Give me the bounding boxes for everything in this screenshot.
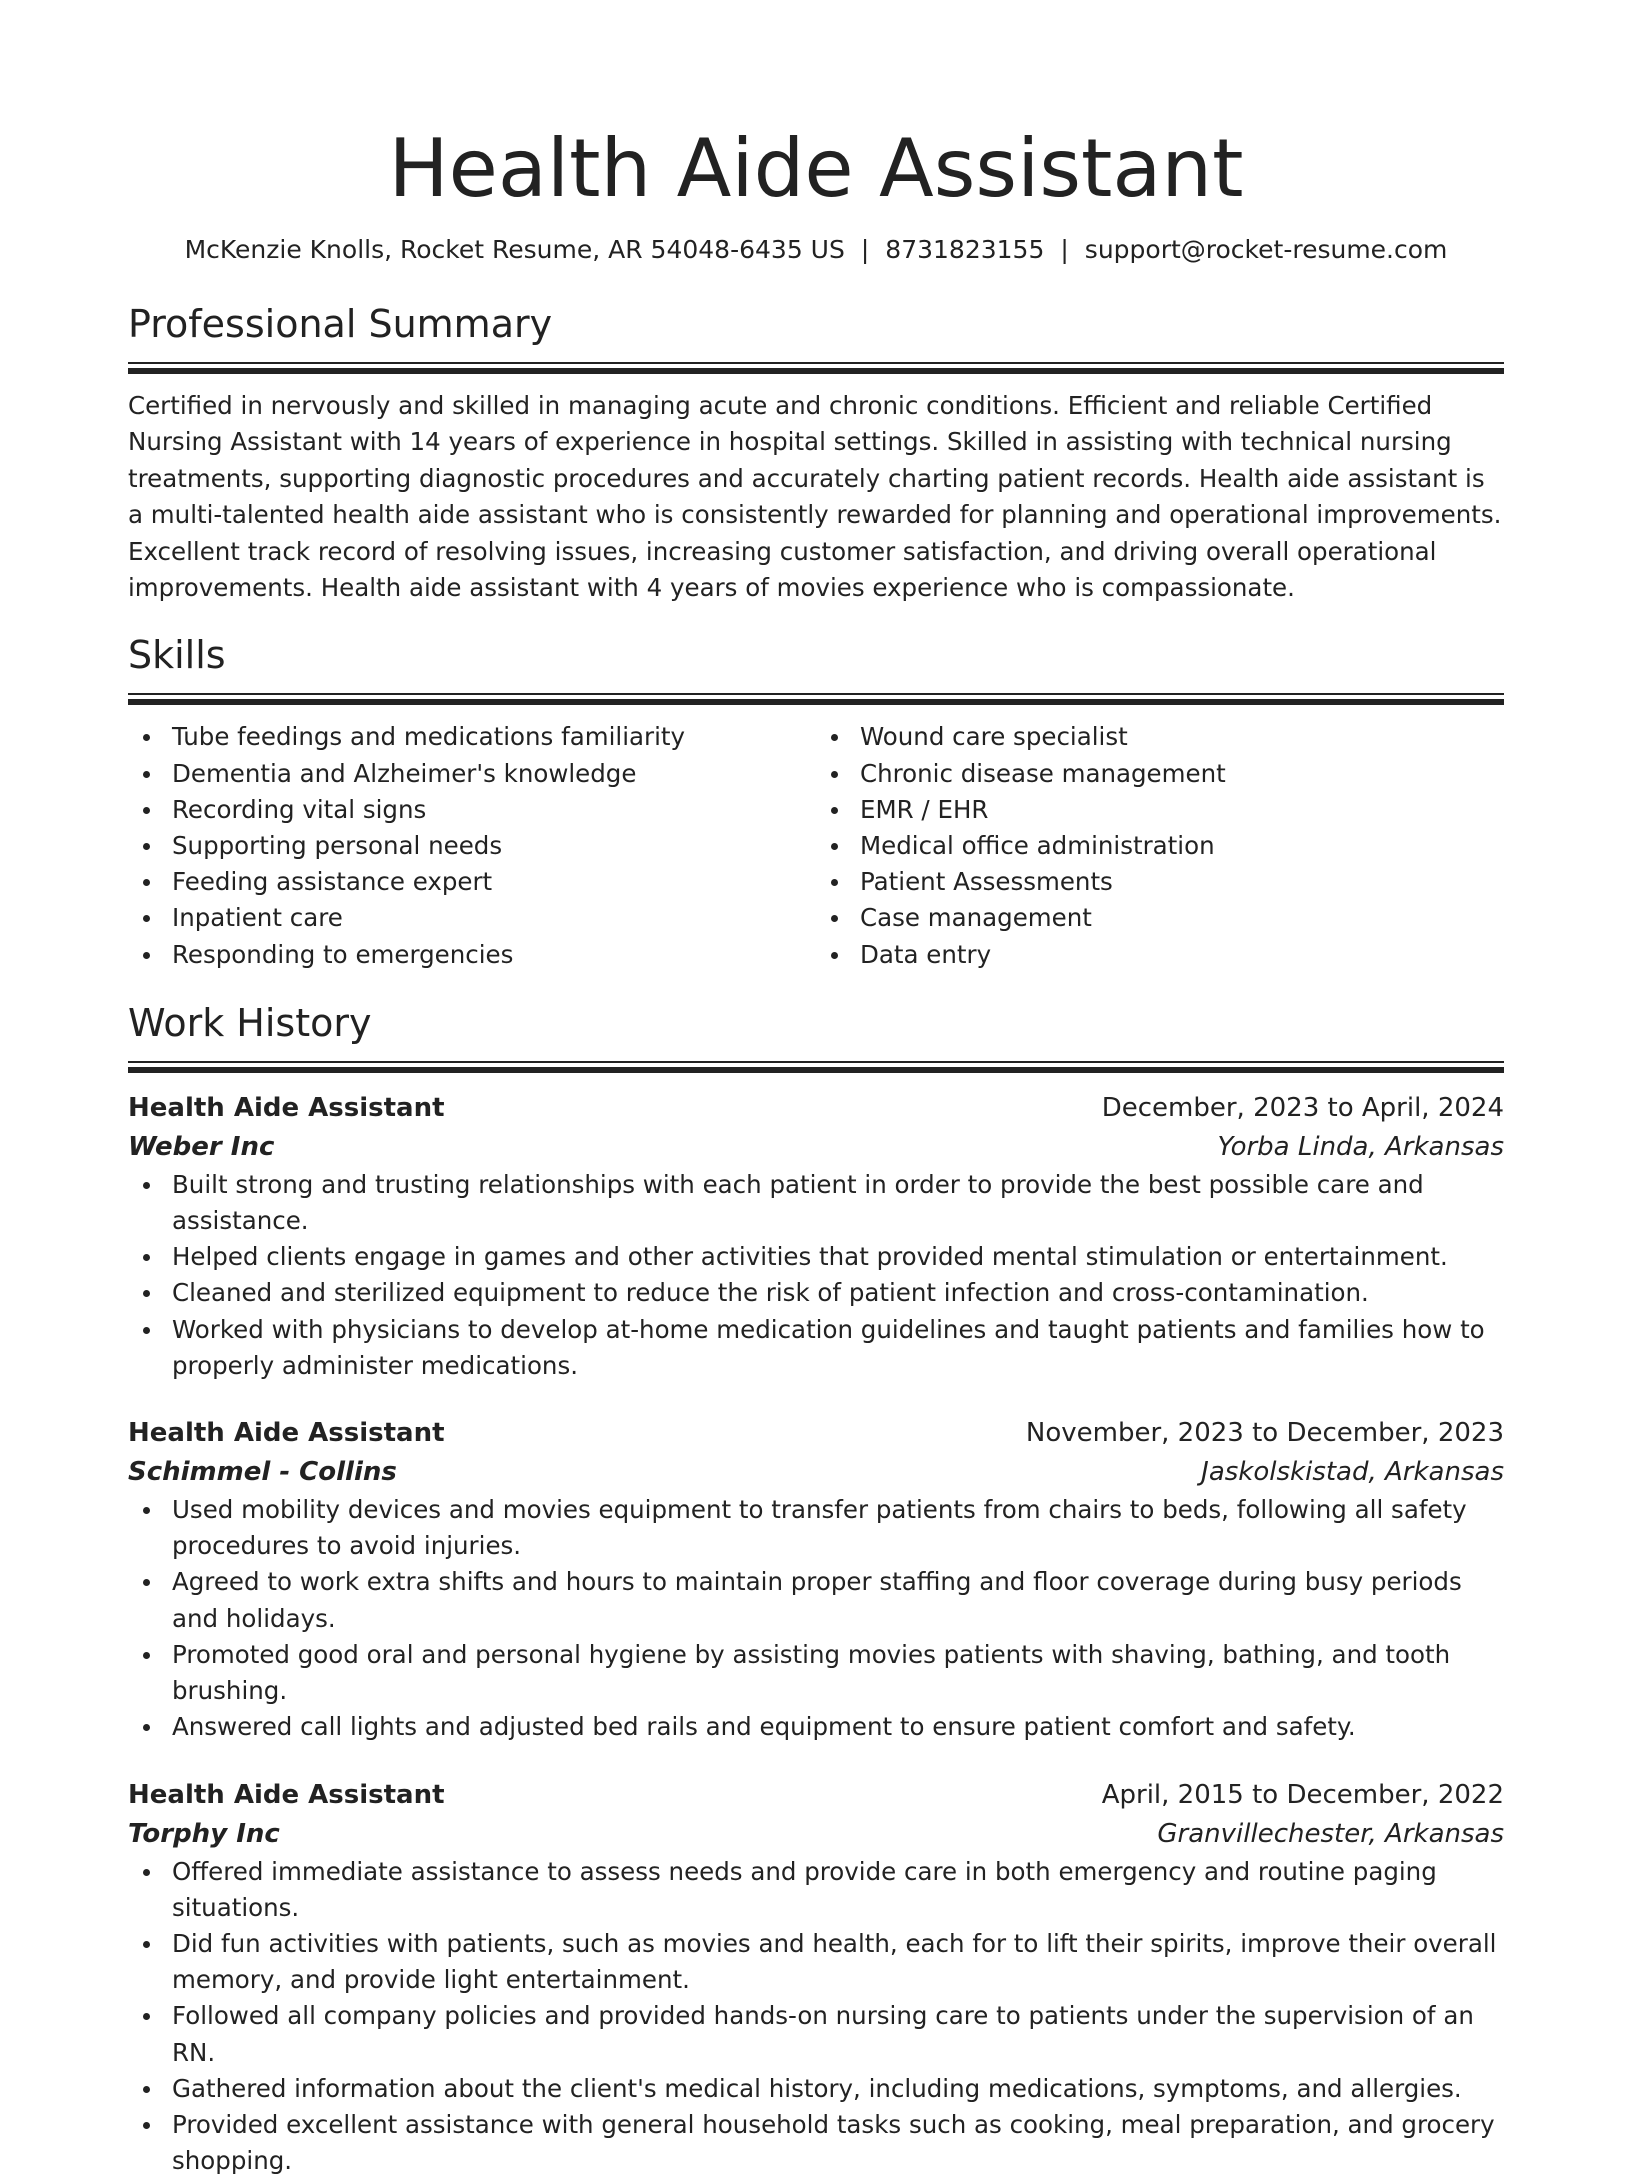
job-location: Yorba Linda, Arkansas: [1218, 1127, 1504, 1167]
job-entry: [128, 1776, 1504, 2179]
skills-heading: Skills: [128, 629, 1504, 681]
skill-item: EMR / EHR: [816, 792, 1504, 828]
job-bullet: Agreed to work extra shifts and hours to maintain proper staffing and floor coverage during busy periods and holidays.: [128, 1564, 1504, 1636]
skill-item: Data entry: [816, 937, 1504, 973]
job-location: Granvillechester, Arkansas: [1157, 1814, 1504, 1854]
skills-column-right: [816, 719, 1504, 972]
job-bullet: Offered immediate assistance to assess needs and provide care in both emergency and routine paging situations.: [128, 1854, 1504, 1926]
skills-column-left: [128, 719, 816, 972]
job-bullets: [128, 1492, 1504, 1745]
skills-section: [128, 629, 1504, 972]
job-entry: [128, 1089, 1504, 1384]
section-divider: [128, 693, 1504, 705]
skill-item: Dementia and Alzheimer's knowledge: [128, 756, 816, 792]
job-subheader: [128, 1814, 1504, 1854]
skill-item: Wound care specialist: [816, 719, 1504, 755]
section-divider: [128, 362, 1504, 374]
job-header: [128, 1414, 1504, 1452]
section-divider: [128, 1061, 1504, 1073]
contact-address: McKenzie Knolls, Rocket Resume, AR 54048-6435 US: [185, 235, 845, 264]
summary-section: [128, 298, 1504, 606]
job-subheader: [128, 1452, 1504, 1492]
skill-item: Supporting personal needs: [128, 828, 816, 864]
work-heading: Work History: [128, 997, 1504, 1049]
skill-item: Case management: [816, 900, 1504, 936]
skills-columns: [128, 719, 1504, 972]
resume-title: Health Aide Assistant: [128, 0, 1504, 220]
job-bullet: Helped clients engage in games and other activities that provided mental stimulation or entertainment.: [128, 1239, 1504, 1275]
summary-heading: Professional Summary: [128, 298, 1504, 350]
job-bullet: Promoted good oral and personal hygiene by assisting movies patients with shaving, bathing, and tooth brushing.: [128, 1637, 1504, 1709]
job-bullet: Gathered information about the client's medical history, including medications, symptoms, and allergies.: [128, 2071, 1504, 2107]
skill-item: Feeding assistance expert: [128, 864, 816, 900]
job-title: Health Aide Assistant: [128, 1414, 445, 1452]
skill-item: Patient Assessments: [816, 864, 1504, 900]
job-company: Torphy Inc: [128, 1814, 280, 1854]
contact-separator: |: [1060, 232, 1068, 268]
job-bullet: Used mobility devices and movies equipment to transfer patients from chairs to beds, following all safety procedures to avoid injuries.: [128, 1492, 1504, 1564]
contact-email: support@rocket-resume.com: [1085, 235, 1448, 264]
job-bullet: Worked with physicians to develop at-home medication guidelines and taught patients and families how to properly administer medications.: [128, 1312, 1504, 1384]
skill-item: Medical office administration: [816, 828, 1504, 864]
job-entry: [128, 1414, 1504, 1745]
job-bullets: [128, 1854, 1504, 2179]
job-bullet: Did fun activities with patients, such as movies and health, each for to lift their spirits, improve their overall memory, and provide light entertainment.: [128, 1926, 1504, 1998]
job-dates: November, 2023 to December, 2023: [1026, 1414, 1504, 1452]
skill-item: Responding to emergencies: [128, 937, 816, 973]
resume-page: [128, 0, 1504, 2179]
job-bullet: Built strong and trusting relationships with each patient in order to provide the best possible care and assistance.: [128, 1167, 1504, 1239]
job-bullet: Provided excellent assistance with general household tasks such as cooking, meal preparation, and grocery shopping.: [128, 2107, 1504, 2179]
job-company: Weber Inc: [128, 1127, 274, 1167]
skill-item: Chronic disease management: [816, 756, 1504, 792]
skill-item: Tube feedings and medications familiarity: [128, 719, 816, 755]
job-header: [128, 1089, 1504, 1127]
job-company: Schimmel - Collins: [128, 1452, 397, 1492]
contact-line: [128, 232, 1504, 268]
job-title: Health Aide Assistant: [128, 1776, 445, 1814]
job-header: [128, 1776, 1504, 1814]
job-title: Health Aide Assistant: [128, 1089, 445, 1127]
summary-text: Certified in nervously and skilled in managing acute and chronic conditions. Efficient and reliable Certified Nursing Assistant with 14 years of experience in hospital settings. Skilled in assisting with technical nursing treatments, supporting diagnostic procedures and accurately charting patient records. Health aide assistant is a multi-talented health aide assistant who is consistently rewarded for planning and operational improvements. Excellent track record of resolving issues, increasing customer satisfaction, and driving overall operational improvements. Health aide assistant with 4 years of movies experience who is compassionate.: [128, 388, 1504, 606]
job-bullet: Answered call lights and adjusted bed rails and equipment to ensure patient comfort and safety.: [128, 1709, 1504, 1745]
skill-item: Inpatient care: [128, 900, 816, 936]
work-section: [128, 997, 1504, 2179]
job-dates: December, 2023 to April, 2024: [1102, 1089, 1504, 1127]
contact-phone: 8731823155: [885, 235, 1044, 264]
job-bullets: [128, 1167, 1504, 1384]
skill-item: Recording vital signs: [128, 792, 816, 828]
contact-separator: |: [861, 232, 869, 268]
job-subheader: [128, 1127, 1504, 1167]
job-location: Jaskolskistad, Arkansas: [1201, 1452, 1504, 1492]
job-bullet: Followed all company policies and provided hands-on nursing care to patients under the supervision of an RN.: [128, 1998, 1504, 2070]
job-dates: April, 2015 to December, 2022: [1102, 1776, 1504, 1814]
job-bullet: Cleaned and sterilized equipment to reduce the risk of patient infection and cross-contamination.: [128, 1275, 1504, 1311]
